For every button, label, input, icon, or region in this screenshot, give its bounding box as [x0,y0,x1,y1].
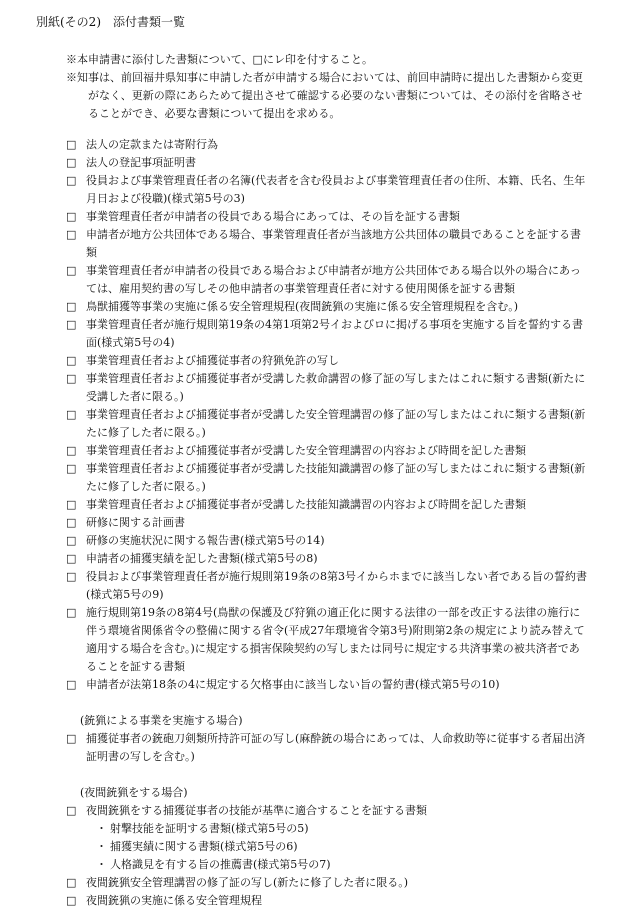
checkbox[interactable]: □ [66,606,77,619]
checkbox[interactable]: □ [66,300,77,313]
item-text: 役員および事業管理責任者の名簿(代表者を含む役員および事業管理責任者の住所、本籍、氏名、生年月日および役職)(様式第5号の3) [86,174,586,205]
list-item [66,730,590,766]
item-text: 研修の実施状況に関する報告書(様式第5号の14) [86,534,325,547]
bullet-text: 人格識見を有する旨の推薦書(様式第5号の7) [110,858,331,871]
list-item [66,802,590,820]
list-item [66,226,590,262]
list-item [66,298,590,316]
bullet-dot: ・ [96,858,107,871]
list-item [66,262,590,298]
checkbox[interactable]: □ [66,372,77,385]
checkbox[interactable]: □ [66,732,77,745]
item-text: 施行規則第19条の8第4号(鳥獣の保護及び狩猟の適正化に関する法律の一部を改正する法律の施行に伴う環境省関係省令の整備に関する省令(平成27年環境省令第3号)附則第2条の規定により読み替えて適用する場合を含む。)に規定する損害保険契約の写しまたは同号に規定する共済事業の被共済者であることを証する書類 [86,606,585,673]
checkbox[interactable]: □ [66,138,77,151]
bullet-dot: ・ [96,840,107,853]
checkbox[interactable]: □ [66,354,77,367]
list-item [66,352,590,370]
list-item [66,370,590,406]
checkbox[interactable]: □ [66,264,77,277]
checkbox[interactable]: □ [66,174,77,187]
item-text: 法人の登記事項証明書 [86,156,196,169]
checkbox[interactable]: □ [66,876,77,889]
bullet-text: 射撃技能を証明する書類(様式第5号の5) [110,822,309,835]
bullet-item [66,856,590,874]
checkbox[interactable]: □ [66,570,77,583]
bullet-text: 捕獲実績に関する書類(様式第5号の6) [110,840,298,853]
checkbox[interactable]: □ [66,498,77,511]
item-text: 事業管理責任者および捕獲従事者が受講した技能知識講習の修了証の写しまたはこれに類する書類(新たに修了した者に限る。) [86,462,586,493]
list-item [66,676,590,694]
list-item [66,172,590,208]
item-text: 事業管理責任者および捕獲従事者が受講した技能知識講習の内容および時間を記した書類 [86,498,526,511]
bullet-item [66,820,590,838]
list-item [66,532,590,550]
item-text: 事業管理責任者および捕獲従事者が受講した安全管理講習の修了証の写しまたはこれに類する書類(新たに修了した者に限る。) [86,408,586,439]
item-text: 夜間銃猟の実施に係る安全管理規程 [86,894,262,907]
bullet-dot: ・ [96,822,107,835]
checkbox[interactable]: □ [66,552,77,565]
item-text: 夜間銃猟安全管理講習の修了証の写し(新たに修了した者に限る。) [86,876,409,889]
notes-block [66,51,590,123]
page-title: 別紙(その2) 添付書類一覧 [36,15,185,29]
item-text: 事業管理責任者が申請者の役員である場合および申請者が地方公共団体である場合以外の場合にあっては、雇用契約書の写しその他申請者の事業管理責任者に対する使用関係を証する書類 [86,264,581,295]
list-item [66,496,590,514]
section-title-gun: (銃猟による事業を実施する場合) [80,714,243,727]
item-text: 申請者の捕獲実績を記した書類(様式第5号の8) [86,552,318,565]
list-item [66,550,590,568]
checkbox[interactable]: □ [66,462,77,475]
list-item [66,208,590,226]
item-text: 事業管理責任者が施行規則第19条の4第1項第2号イおよびロに掲げる事項を実施する旨を誓約する書面(様式第5号の4) [86,318,583,349]
item-text: 事業管理責任者および捕獲従事者が受講した救命講習の修了証の写しまたはこれに類する書類(新たに受講した者に限る。) [86,372,586,403]
item-text: 鳥獣捕獲等事業の実施に係る安全管理規程(夜間銃猟の実施に係る安全管理規程を含む。) [86,300,519,313]
bullet-item [66,838,590,856]
checkbox[interactable]: □ [66,444,77,457]
checkbox[interactable]: □ [66,228,77,241]
checkbox[interactable]: □ [66,804,77,817]
section-title-night: (夜間銃猟をする場合) [80,786,188,799]
list-item [66,514,590,532]
checkbox[interactable]: □ [66,516,77,529]
list-item [66,154,590,172]
list-item [66,136,590,154]
checkbox[interactable]: □ [66,534,77,547]
checkbox[interactable]: □ [66,318,77,331]
item-text: 申請者が法第18条の4に規定する欠格事由に該当しない旨の誓約書(様式第5号の10) [86,678,500,691]
note-omission-rule: ※知事は、前回福井県知事に申請した者が申請する場合においては、前回申請時に提出した書類から変更がなく、更新の際にあらためて提出させて確認する必要のない書類については、その添付を省略させることができ、必要な書類について提出を求める。 [66,71,583,120]
list-item [66,892,590,910]
attachment-list [66,136,590,910]
list-item [66,442,590,460]
item-text: 事業管理責任者および捕獲従事者の狩猟免許の写し [86,354,339,367]
item-text: 夜間銃猟をする捕獲従事者の技能が基準に適合することを証する書類 [86,804,427,817]
item-text: 事業管理責任者が申請者の役員である場合にあっては、その旨を証する書類 [86,210,460,223]
item-text: 事業管理責任者および捕獲従事者が受講した安全管理講習の内容および時間を記した書類 [86,444,526,457]
item-text: 捕獲従事者の銃砲刀剣類所持許可証の写し(麻酔銃の場合にあっては、人命救助等に従事する者届出済証明書の写しを含む。) [86,732,586,763]
checkbox[interactable]: □ [66,156,77,169]
list-item [66,316,590,352]
checkbox[interactable]: □ [66,894,77,907]
list-item [66,874,590,892]
checkbox[interactable]: □ [66,408,77,421]
list-item [66,568,590,604]
item-text: 役員および事業管理責任者が施行規則第19条の8第3号イからホまでに該当しない者である旨の誓約書(様式第5号の9) [86,570,587,601]
item-text: 研修に関する計画書 [86,516,185,529]
item-text: 法人の定款または寄附行為 [86,138,218,151]
checkbox[interactable]: □ [66,210,77,223]
list-item [66,460,590,496]
checkbox[interactable]: □ [66,678,77,691]
list-item [66,604,590,676]
item-text: 申請者が地方公共団体である場合、事業管理責任者が当該地方公共団体の職員であることを証する書類 [86,228,581,259]
note-check-instruction: ※本申請書に添付した書類について、□にレ印を付すること。 [66,53,373,66]
list-item [66,406,590,442]
